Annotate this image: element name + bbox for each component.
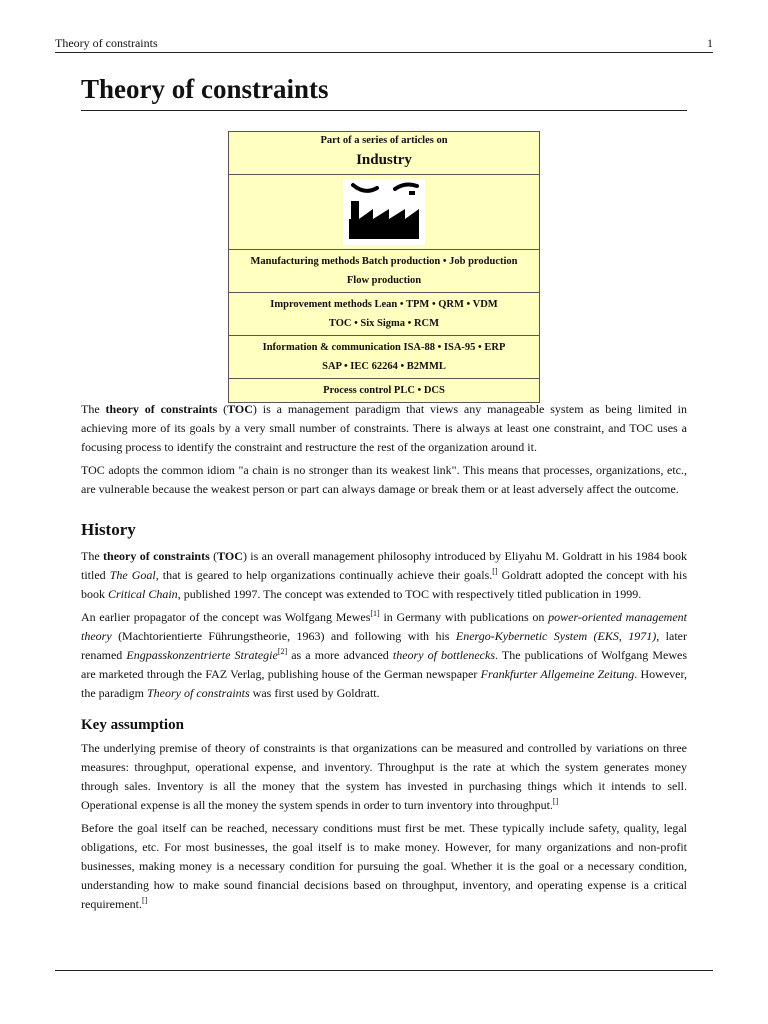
citation[interactable]: [1] xyxy=(370,609,380,618)
article-body xyxy=(81,400,687,918)
infobox-image xyxy=(229,174,539,249)
infobox-row-line[interactable]: Process control PLC • DCS xyxy=(323,385,445,396)
intro-paragraph: The theory of constraints (TOC) is a management paradigm that views any manageable system as being limited in achieving more of its goals by a very small number of constraints. There is always at least one constraint, and TOC uses a focusing process to identify the constraint and restructure the rest of the organization around it. xyxy=(81,402,688,454)
intro-paragraph: TOC adopts the common idiom "a chain is no stronger than its weakest link". This means that processes, organizations, etc., are vulnerable because the weakest person or part can always damage or break them or at least adversely affect the outcome. xyxy=(81,463,687,496)
infobox-row-manufacturing xyxy=(229,249,539,292)
history-paragraph: An earlier propagator of the concept was Wolfgang Mewes[1] in Germany with publications on power-oriented management theory (Machtorientierte Führungstheorie, 1963) and following with his Energo-Kybernetic System (EKS, 1971), later renamed Engpasskonzentrierte Strategie[2] as a more advanced theory of bottlenecks. The publications of Wolfgang Mewes are marketed through the FAZ Verlag, publishing house of the German newspaper Frankfurter Allgemeine Zeitung. However, the paradigm Theory of constraints was first used by Goldratt. xyxy=(81,609,688,700)
page-title: Theory of constraints xyxy=(81,74,329,104)
infobox-row-line[interactable]: Flow production xyxy=(346,275,422,286)
infobox-row-line[interactable]: Manufacturing methods Batch production • Job production xyxy=(250,256,518,267)
infobox-row-line[interactable]: SAP • IEC 62264 • B2MML xyxy=(322,361,446,372)
infobox-row-process-control xyxy=(229,378,539,402)
citation[interactable]: [] xyxy=(552,797,559,806)
title-rule xyxy=(81,110,687,111)
infobox-row-line[interactable]: TOC • Six Sigma • RCM xyxy=(328,318,440,329)
page-number: 1 xyxy=(707,36,713,50)
header-rule xyxy=(55,52,713,53)
infobox-row-line[interactable]: Information & communication ISA-88 • ISA-95 • ERP xyxy=(262,342,506,353)
key-assumption-paragraph: The underlying premise of theory of constraints is that organizations can be measured and controlled by variations on three measures: throughput, operational expense, and inventory. Throughput is the rate at which the system generates money through sales. Inventory is all the money that the system has invested in purchasing things which it intends to sell. Operational expense is all the money the system spends in order to turn inventory into throughput.[] xyxy=(81,741,687,812)
footer-rule xyxy=(55,970,713,971)
infobox-series-label: Part of a series of articles on xyxy=(320,135,448,146)
infobox-row-information xyxy=(229,335,539,378)
series-infobox xyxy=(228,131,540,403)
running-header xyxy=(55,36,713,50)
history-paragraph: The theory of constraints (TOC) is an overall management philosophy introduced by Eliyahu M. Goldratt in his 1984 book titled The Goal, that is geared to help organizations continually achieve their goals.[] Goldratt adopted the concept with his book Critical Chain, published 1997. The concept was extended to TOC with respectively titled publication in 1999. xyxy=(81,549,688,601)
citation[interactable]: [2] xyxy=(277,647,288,656)
infobox-row-improvement xyxy=(229,292,539,335)
infobox-row-line[interactable]: Improvement methods Lean • TPM • QRM • VDM xyxy=(270,299,498,310)
key-assumption-paragraph: Before the goal itself can be reached, necessary conditions must first be met. These typically include safety, quality, legal obligations, etc. For most businesses, the goal itself is to make money. However, for many organizations and non-profit businesses, making money is a necessary condition for pursuing the goal. Whether it is the goal or a necessary condition, understanding how to make sound financial decisions based on throughput, inventory, and operating expense is a critical requirement.[] xyxy=(81,821,687,911)
infobox-series-name[interactable]: Industry xyxy=(356,152,412,168)
infobox-header xyxy=(229,132,539,174)
factory-icon xyxy=(343,179,425,245)
running-title: Theory of constraints xyxy=(55,36,158,50)
citation[interactable]: [] xyxy=(141,896,148,905)
section-heading-key-assumption: Key assumption xyxy=(81,717,184,733)
section-heading-history: History xyxy=(81,520,136,539)
citation[interactable]: [] xyxy=(492,567,498,576)
